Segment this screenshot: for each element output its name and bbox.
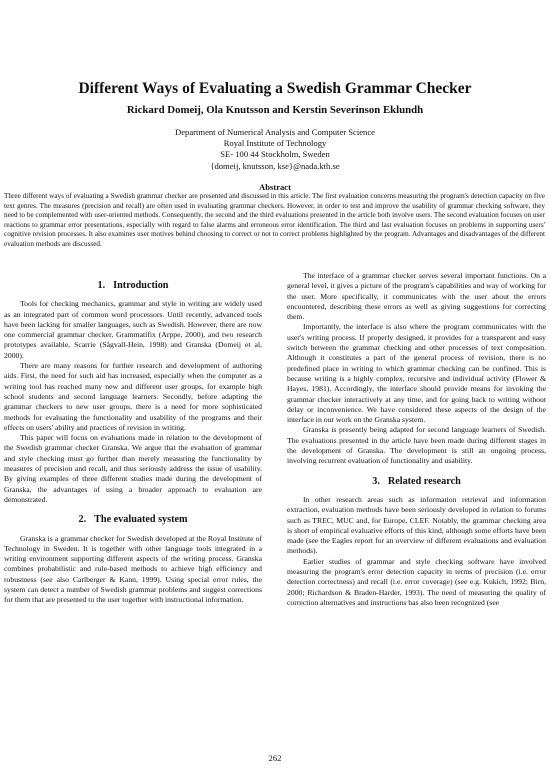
section-heading-evaluated-system	[4, 515, 262, 525]
section-number: 2.	[78, 514, 87, 526]
page-number: 262	[268, 753, 282, 763]
paragraph: There are many reasons for further research and development of authoring aids. First, the need for such aid has increased, especially when the computer as a writing tool has reached many new and different user groups, for example high school students and second language learners. Secondly, before adapting the grammar checkers to new user groups, there is a need for more sophisticated methods for evaluating the functionality and usability of the programs and their effects on users' ability and practices of revision in writing.	[4, 361, 262, 432]
paper-title: Different Ways of Evaluating a Swedish Grammar Checker	[78, 80, 472, 97]
paragraph: Granska is presently being adapted for second language learners of Swedish. The evaluations presented in the article have been made during different stages in the development of Granska. The development is still an ongoing process, involving recurrent evaluation of functionality and usability.	[287, 425, 546, 466]
abstract-heading: Abstract	[259, 182, 291, 192]
section-heading-introduction	[4, 281, 262, 291]
paragraph: Importantly, the interface is also where the program communicates with the user's writing process. If properly designed, it provides for a transparent and easy switch between the grammar checking and other processes of text composition. Although it constitutes a part of the general process of revision, there is no predefined place in writing to which grammar checking can be confined. This is because writing is a highly complex, recursive and individual activity (Flower & Hayes, 1981). Accordingly, the interface should provide means for invoking the grammar checker interactively at any time, and for going back to writing without delay or inconvenience. We have considered these aspects of the design of the interface in our work on the Granska system.	[287, 322, 546, 425]
author-affiliation	[0, 127, 550, 172]
affiliation-institute: Royal Institute of Technology	[223, 138, 327, 149]
left-column	[4, 281, 262, 606]
section-heading-related-research	[287, 477, 546, 487]
paper-authors: Rickard Domeij, Ola Knutsson and Kerstin Severinson Eklundh	[126, 104, 424, 116]
section-number: 1.	[97, 280, 106, 291]
paragraph: Granska is a grammar checker for Swedish developed at the Royal Institute of Technology in Sweden. It is together with other language tools integrated in a writing environment supporting different aspects of the writing process. Granska combines probabilistic and rule-based methods to achieve high efficiency and robustness (see also Carlberger & Kann, 1999). Using special error rules, the system can detect a number of Swedish grammar problems and suggest corrections for them that are presented to the user together with instructional information.	[4, 533, 262, 605]
paragraph: In other research areas such as information retrieval and information extraction, evaluation methods have been seriously developed in relation to forums such as TREC, MUC and, for Europe, CLEF. Notably, the grammar checking area is short of empirical evaluative efforts of this kind, although some efforts have been made (see the Eagles report for an overview of different evaluations and evaluation methods).	[287, 494, 546, 556]
section-title: The evaluated system	[94, 514, 188, 526]
affiliation-department: Department of Numerical Analysis and Computer Science	[175, 127, 375, 137]
paragraph: The interface of a grammar checker serves several important functions. On a general level, it gives a picture of the program's capabilities and way of working for the user. More specifically, it communicates with the user about the errors encountered, describing these errors as well as giving suggestions for correcting them.	[287, 271, 546, 322]
paragraph: Tools for checking mechanics, grammar and style in writing are widely used as an integrated part of common word processors. Until recently, advanced tools have been lacking for smaller languages, such as Swedish. However, there are now one commercial grammar checker, Grammatifix (Arppe, 2000), and two research prototypes available, Scarrie (Sågvall-Hein, 1998) and Granska (Domeij et al, 2000).	[4, 299, 262, 360]
right-column	[287, 271, 546, 608]
affiliation-address: SE- 100 44 Stockholm, Sweden	[220, 149, 330, 160]
section-number: 3.	[372, 475, 380, 487]
affiliation-email: {domeij, knutsson, kse}@nada.kth.se	[210, 160, 340, 171]
abstract-text: Three different ways of evaluating a Swedish grammar checker are presented and discussed in this article. The first evaluation concerns measuring the program's detection capacity on five text genres. The measures (precision and recall) are often used in evaluating grammar checkers. However, in order to test and improve the usability of grammar checking software, they need to be complemented with user-oriented methods. Consequently, the second and the third evaluations presented in the article both involve users. The second evaluation focuses on user reactions to grammar error presentations, especially with regard to false alarms and erroneous error identification. The third and last evaluation focuses on problems in supporting users' cognitive revision processes. It also examines user motives behind choosing to correct or not to correct problems highlighted by the program. Advantages and disadvantages of the different evaluation methods are discussed.	[4, 192, 545, 248]
section-title: Related research	[387, 475, 461, 487]
paragraph: Earlier studies of grammar and style checking software have involved measuring the program's error detection capacity in terms of precision (i.e. error detection correctness) and recall (i.e. error coverage) (see e.g. Kukich, 1992; Birn, 2000; Richardson & Braden-Harder, 1993). The need of measuring the quality of correction alternatives and instructions has also been recognized (see	[287, 556, 546, 607]
section-title: Introduction	[113, 280, 169, 291]
paragraph: This paper will focus on evaluations made in relation to the development of the Swedish grammar checker Granska. We argue that the evaluation of grammar and style checking must go further than merely measuring the functionality by measures of precision and recall, and thus seriously address the issue of usability. By giving examples of three different studies made during the development of Granska, the advantages of using a broader approach to evaluation are demonstrated.	[4, 433, 262, 504]
